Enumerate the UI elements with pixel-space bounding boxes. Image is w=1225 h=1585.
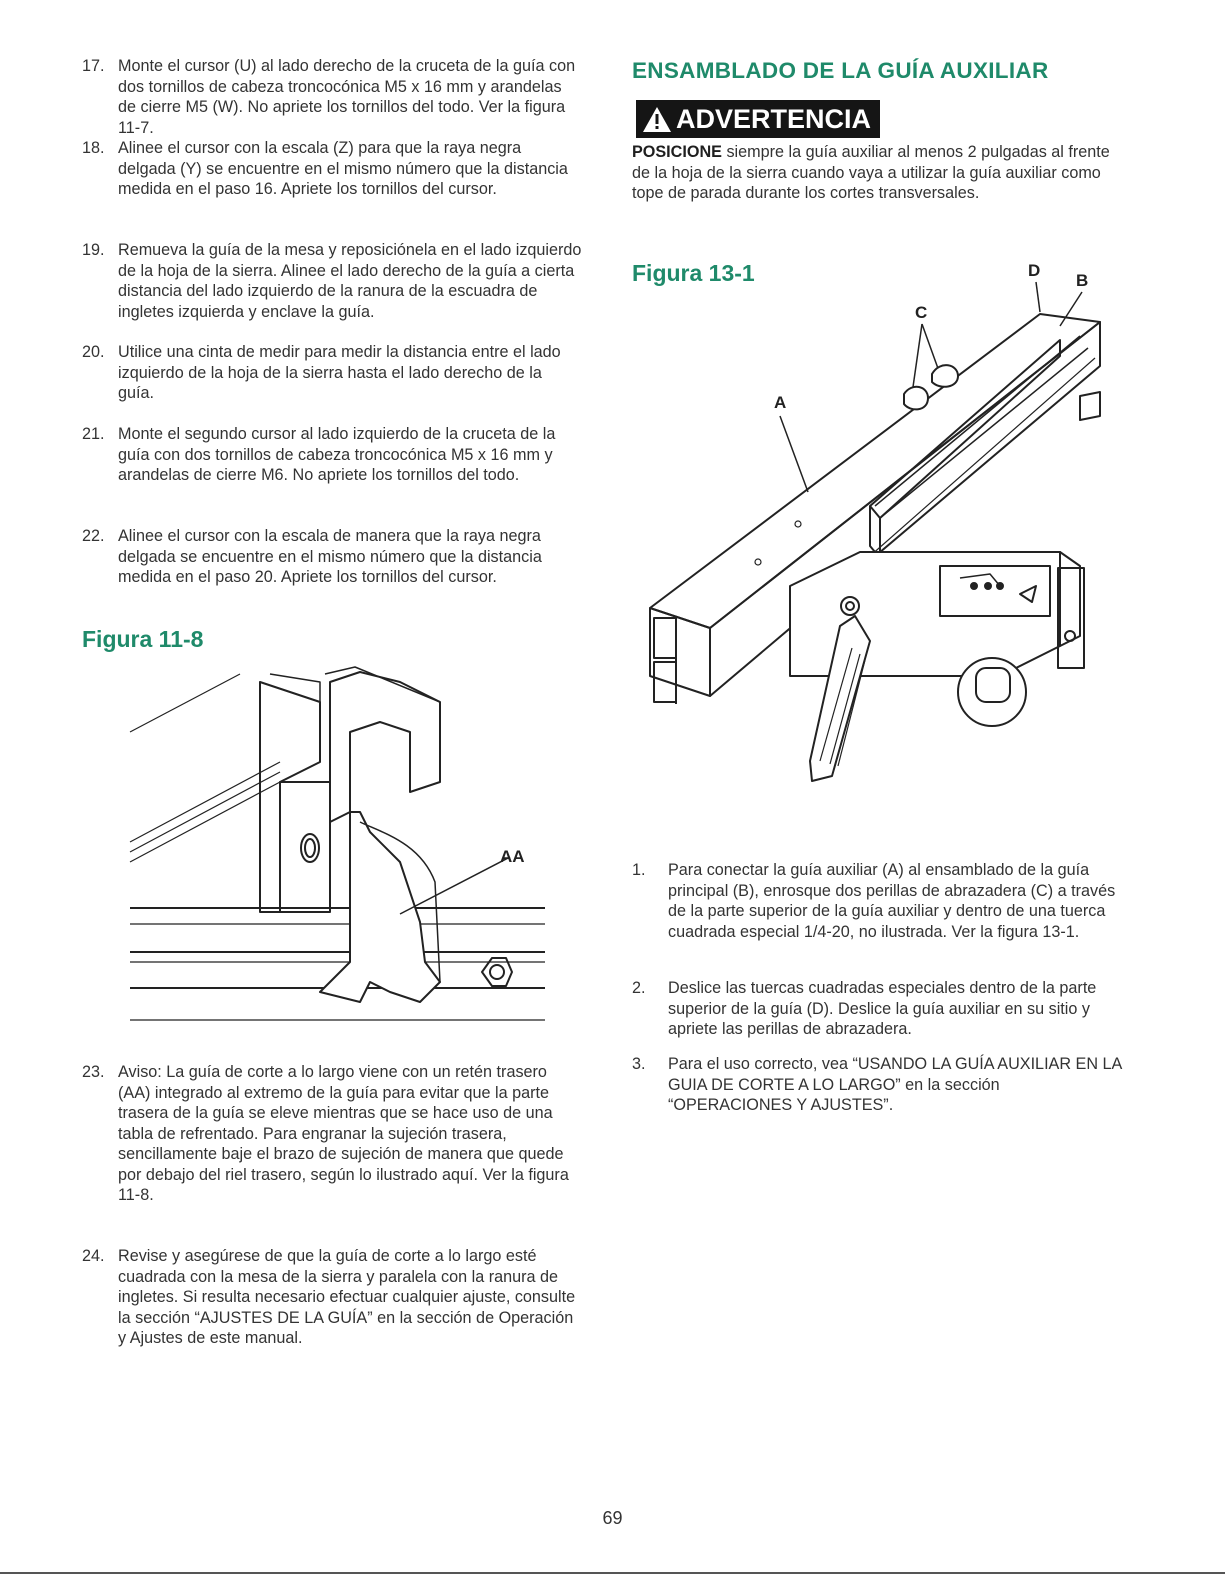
step-number: 19. [82,241,105,259]
step-text: Alinee el cursor con la escala (Z) para que la raya negra delgada (Y) se encuentre en el mismo número que la distancia medida en el paso 16. Apriete los tornillos del cursor. [118,139,568,198]
step-text: Monte el segundo cursor al lado izquierdo de la cruceta de la guía con dos tornillos de cabeza troncocónica M5 x 16 mm y arandelas de cierre M6. No apriete los tornillos del todo. [118,425,556,484]
right-column-steps [632,860,1122,1116]
step-number: 1. [632,861,646,879]
figure-11-8-drawing [120,662,560,1032]
left-column [82,56,582,616]
step-2 [632,978,1122,1054]
step-text: Para conectar la guía auxiliar (A) al ensamblado de la guía principal (B), enrosque dos perillas de abrazadera (C) a través de la parte superior de la guía auxiliar y dentro de una tuerca cuadrada especial 1/4-20, no ilustrada. Ver la figura 13-1. [668,861,1116,941]
step-number: 24. [82,1247,105,1265]
figure-13-1-label-c: C [915,303,928,322]
step-1 [632,860,1122,978]
step-text: Monte el cursor (U) al lado derecho de la cruceta de la guía con dos tornillos de cabeza troncocónica M5 x 16 mm y arandelas de cierre M5 (W). No apriete los tornillos del todo. Ver la figura 11-7. [118,57,576,137]
left-column-bottom [82,1062,582,1349]
step-17 [82,56,582,138]
step-number: 18. [82,139,105,157]
warning-label: ADVERTENCIA [676,103,872,134]
step-number: 17. [82,57,105,75]
step-text: Aviso: La guía de corte a lo largo viene con un retén trasero (AA) integrado al extremo de la guía para evitar que la parte trasera de la guía se eleve mientras que se hace uso de una tabla de refrentado. Para engranar la sujeción trasera, sencillamente baje el brazo de sujeción de manera que quede por debajo del riel trasero, según lo ilustrado aquí. Ver la figura 11-8. [118,1063,569,1204]
step-text: Alinee el cursor con la escala de manera que la raya negra delgada se encuentre en el mismo número que la distancia medida en el paso 20. Apriete los tornillos del cursor. [118,527,542,586]
warning-text [632,142,1112,204]
step-text: Para el uso correcto, vea “USANDO LA GUÍA AUXILIAR EN LA GUIA DE CORTE A LO LARGO” en la sección “OPERACIONES Y AJUSTES”. [668,1055,1122,1114]
page-number: 69 [602,1508,623,1528]
step-18 [82,138,582,240]
step-number: 23. [82,1063,105,1081]
warning-badge [636,100,880,138]
figure-11-8-label-aa: AA [500,847,525,866]
figure-13-1-label-b: B [1076,271,1089,290]
step-text: Revise y asegúrese de que la guía de corte a lo largo esté cuadrada con la mesa de la sierra y paralela con la ranura de ingletes. Si resulta necesario efectuar cualquier ajuste, consulte la sección “AJUSTES DE LA GUÍA” en la sección de Operación y Ajustes de este manual. [118,1247,576,1347]
step-number: 20. [82,343,105,361]
step-number: 3. [632,1055,646,1073]
bottom-rule [0,1572,1225,1574]
step-3 [632,1054,1122,1116]
step-text: Utilice una cinta de medir para medir la distancia entre el lado izquierdo de la hoja de la sierra hasta el lado derecho de la guía. [118,343,561,402]
step-number: 22. [82,527,105,545]
step-24 [82,1246,582,1349]
step-text: Deslice las tuercas cuadradas especiales dentro de la parte superior de la guía (D). Deslice la guía auxiliar en su sitio y apriete las perillas de abrazadera. [668,979,1097,1038]
step-19 [82,240,582,342]
figure-13-1-label-d: D [1028,261,1041,280]
warning-body: siempre la guía auxiliar al menos 2 pulgadas al frente de la hoja de la sierra cuando vaya a utilizar la guía auxiliar como tope de parada durante los cortes transversales. [632,143,1110,202]
step-22 [82,526,582,616]
warning-triangle-icon [642,105,672,133]
figure-13-1-title: Figura 13-1 [632,260,755,286]
step-number: 2. [632,979,646,997]
figure-13-1-label-a: A [774,393,787,412]
section-title: ENSAMBLADO DE LA GUÍA AUXILIAR [632,58,1049,83]
warning-lead: POSICIONE [632,143,722,161]
step-21 [82,424,582,526]
step-text: Remueva la guía de la mesa y reposiciónela en el lado izquierdo de la hoja de la sierra. Alinee el lado derecho de la guía a cierta distancia del lado izquierdo de la ranura de la escuadra de ingletes izquierda y enclave la guía. [118,241,582,321]
step-number: 21. [82,425,105,443]
step-23 [82,1062,582,1246]
figure-13-1-drawing [640,256,1110,796]
figure-11-8-title: Figura 11-8 [82,626,204,652]
step-20 [82,342,582,424]
